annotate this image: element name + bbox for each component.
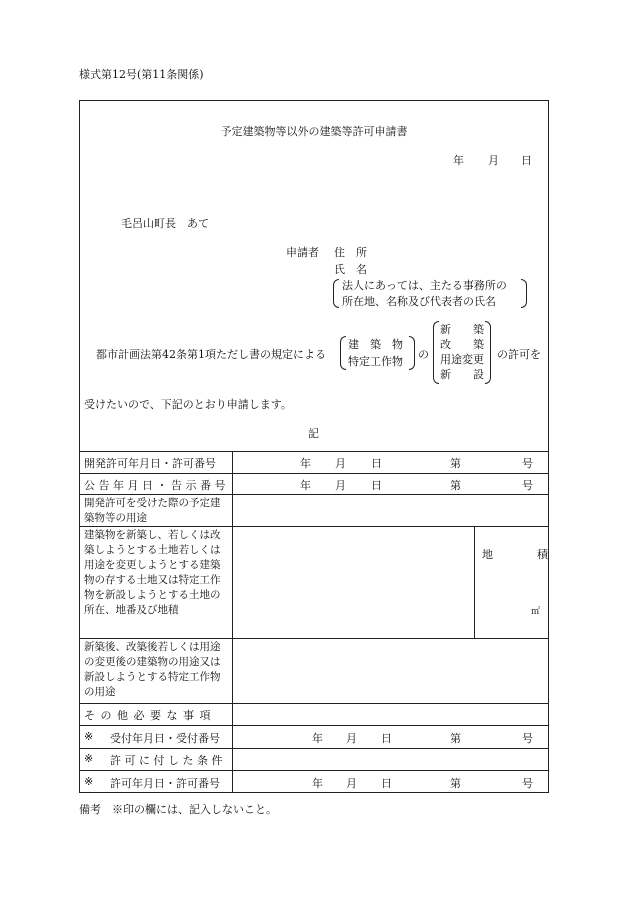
receipt-year: 年 <box>312 732 323 745</box>
receipt-label: 受付年月日・受付番号 <box>110 732 220 745</box>
dev-permit-go: 号 <box>522 457 533 470</box>
receipt-dai: 第 <box>450 732 461 745</box>
object-building: 建 築 物 <box>348 338 403 351</box>
note-left-bracket <box>333 279 339 308</box>
area-unit: ㎡ <box>531 607 541 617</box>
permit-month: 月 <box>346 777 357 790</box>
row-rule <box>79 638 549 639</box>
applicant-label: 申請者 <box>286 246 319 259</box>
applicant-name-label: 氏 名 <box>334 263 367 276</box>
row-rule <box>79 473 549 474</box>
notice-label: 公 告 年 月 日 ・ 告 示 番 号 <box>84 479 226 492</box>
row-rule <box>79 770 549 771</box>
table-top-rule <box>79 451 549 452</box>
ki-mark: 記 <box>308 427 319 440</box>
receipt-mark: ※ <box>84 730 94 743</box>
permit-go: 号 <box>522 777 533 790</box>
statement-continuation: 受けたいので、下記のとおり申請します。 <box>84 398 292 411</box>
row-rule <box>79 725 549 726</box>
addressee: 毛呂山町長 あて <box>121 217 209 230</box>
remark: 備考 ※印の欄には、記入しないこと。 <box>79 803 277 816</box>
notice-month: 月 <box>335 479 346 492</box>
action-rebuild: 改 築 <box>440 338 484 351</box>
conditions-mark: ※ <box>84 752 94 765</box>
date-day-label: 日 <box>521 154 532 167</box>
dev-permit-day: 日 <box>371 457 382 470</box>
note-right-bracket <box>521 279 527 308</box>
area-column-rule <box>474 526 475 638</box>
row-rule <box>79 526 549 527</box>
permit-dai: 第 <box>450 777 461 790</box>
applicant-address-label: 住 所 <box>334 246 367 259</box>
label-column-rule <box>232 451 233 793</box>
dev-permit-label: 開発許可年月日・許可番号 <box>84 457 216 470</box>
action-change-use: 用途変更 <box>440 353 484 366</box>
statement-particle: の <box>418 348 429 361</box>
objects-right-bracket <box>409 336 415 370</box>
permit-day: 日 <box>381 777 392 790</box>
new-use-label: 新築後、改築後若しくは用途の変更後の建築物の用途又は新設しようとする特定工作物の用途 <box>84 641 221 698</box>
notice-day: 日 <box>371 479 382 492</box>
dev-permit-month: 月 <box>335 457 346 470</box>
permit-year: 年 <box>312 777 323 790</box>
notice-year: 年 <box>300 479 311 492</box>
land-label: 建築物を新築し、若しくは改築しようとする土地若しくは用途を変更しようとする建築物の存する土地又は特定工作物を新設しようとする土地の所在、地番及び地積 <box>84 529 221 616</box>
date-year-label: 年 <box>453 154 464 167</box>
action-new-build: 新 築 <box>440 323 484 336</box>
dev-permit-year: 年 <box>300 457 311 470</box>
form-number: 様式第12号(第11条関係) <box>79 68 204 81</box>
permit-label: 許可年月日・許可番号 <box>110 777 220 790</box>
statement-suffix: の許可を <box>497 348 541 361</box>
action-new-install: 新 設 <box>440 368 484 381</box>
statement-prefix: 都市計画法第42条第1項ただし書の規定による <box>96 348 326 361</box>
conditions-label: 許 可 に 付 し た 条 件 <box>110 754 223 767</box>
actions-right-bracket <box>485 321 491 384</box>
area-label: 地 積 <box>482 548 548 561</box>
receipt-go: 号 <box>522 732 533 745</box>
objects-left-bracket <box>340 336 346 370</box>
planned-use-label: 開発許可を受けた際の予定建築物等の用途 <box>84 497 221 524</box>
receipt-month: 月 <box>346 732 357 745</box>
applicant-note-line1: 法人にあっては、主たる事務所の <box>342 279 507 292</box>
applicant-note-line2: 所在地、名称及び代表者の氏名 <box>342 295 496 308</box>
object-structure: 特定工作物 <box>348 355 403 368</box>
date-month-label: 月 <box>488 154 499 167</box>
receipt-day: 日 <box>381 732 392 745</box>
row-rule <box>79 703 549 704</box>
notice-go: 号 <box>522 479 533 492</box>
notice-dai: 第 <box>450 479 461 492</box>
row-rule <box>79 494 549 495</box>
actions-left-bracket <box>433 321 439 384</box>
form-title: 予定建築物等以外の建築等許可申請書 <box>220 125 408 138</box>
other-label: そ の 他 必 要 な 事 項 <box>84 709 212 722</box>
row-rule <box>79 748 549 749</box>
permit-mark: ※ <box>84 775 94 788</box>
dev-permit-dai: 第 <box>450 457 461 470</box>
